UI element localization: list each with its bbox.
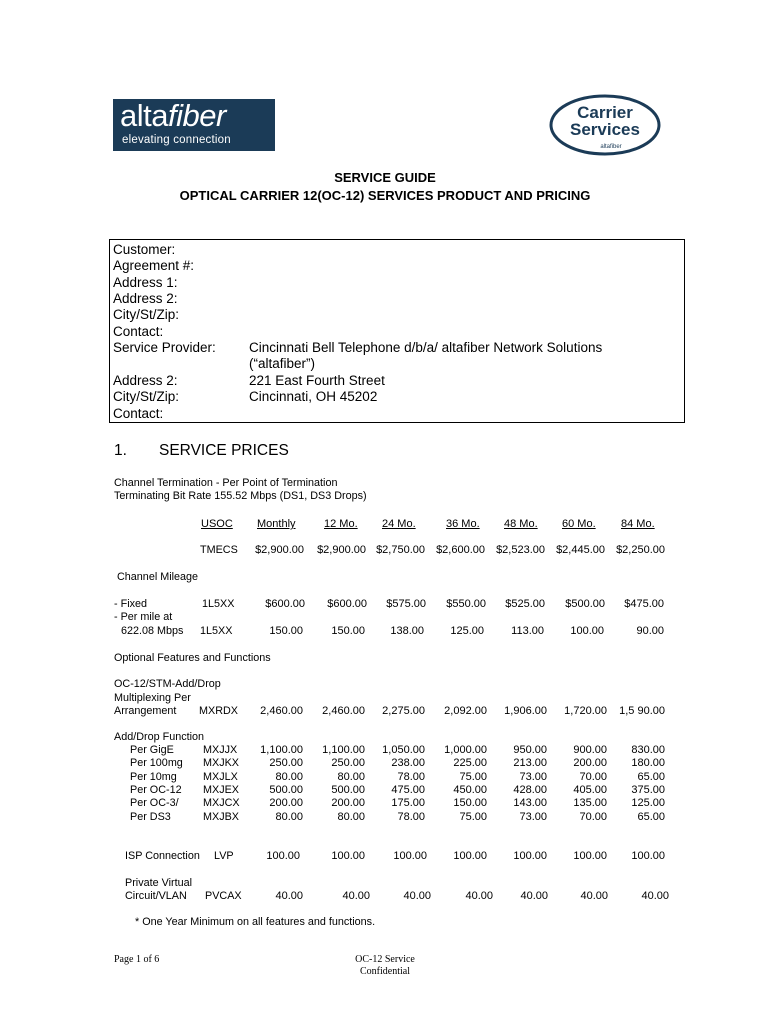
col-24mo: 24 Mo.	[382, 518, 416, 530]
permile-label1: - Per mile at	[114, 611, 173, 623]
cell: 75.00	[459, 770, 487, 783]
cell: 80.00	[275, 810, 303, 823]
cell: 2,092.00	[444, 705, 487, 717]
intro-line2: Terminating Bit Rate 155.52 Mbps (DS1, DS3 Drops)	[114, 490, 367, 502]
cell: 40.00	[342, 890, 370, 902]
title-line2: OPTICAL CARRIER 12(OC-12) SERVICES PRODUCT AND PRICING	[179, 188, 591, 203]
oc12-label3: Arrangement	[114, 705, 177, 717]
col-usoc: USOC	[201, 518, 233, 530]
provider-city: Cincinnati, OH 45202	[249, 389, 378, 404]
cell: $525.00	[505, 598, 545, 610]
adddrop-row-usoc: MXJBX	[203, 810, 239, 823]
cell: 830.00	[631, 744, 665, 756]
optional-features-label: Optional Features and Functions	[114, 652, 271, 664]
cell: 150.00	[331, 625, 365, 637]
cell: 78.00	[397, 810, 425, 823]
footer-line2: Confidential	[360, 966, 410, 977]
section-title: SERVICE PRICES	[159, 442, 289, 459]
section-number: 1.	[114, 442, 127, 459]
label-contact: Contact:	[113, 324, 164, 339]
col-60mo: 60 Mo.	[562, 518, 596, 530]
oc12-label2: Multiplexing Per	[114, 692, 191, 704]
cell: 475.00	[391, 783, 425, 796]
cell: 78.00	[397, 770, 425, 783]
adddrop-row-label: Per 10mg	[130, 770, 177, 783]
cell: 175.00	[391, 797, 425, 810]
cell: 405.00	[573, 783, 607, 796]
cell: 100.00	[573, 850, 607, 862]
adddrop-row-usoc: MXJCX	[203, 797, 240, 810]
cell: 428.00	[513, 783, 547, 796]
cell: 1,906.00	[504, 705, 547, 717]
provider-name-1: Cincinnati Bell Telephone d/b/a/ altafiber Network Solutions	[249, 340, 603, 355]
label-provider-contact: Contact:	[113, 406, 164, 421]
cell: 113.00	[511, 625, 544, 637]
cell: 75.00	[459, 810, 487, 823]
fixed-label: - Fixed	[114, 598, 147, 610]
cell: $2,445.00	[556, 544, 605, 556]
cell: 65.00	[637, 770, 665, 783]
cell: $550.00	[446, 598, 486, 610]
carrier-services-emblem	[549, 94, 661, 156]
label-customer: Customer:	[113, 242, 176, 257]
cell: $600.00	[265, 598, 305, 610]
cell: 250.00	[331, 757, 365, 770]
cell: 135.00	[573, 797, 607, 810]
cell: 100.00	[266, 850, 300, 862]
cell: 250.00	[269, 757, 303, 770]
col-12mo: 12 Mo.	[324, 518, 358, 530]
cell: 450.00	[453, 783, 487, 796]
cell: 213.00	[513, 757, 547, 770]
cell: 100.00	[393, 850, 427, 862]
permile-label2: 622.08 Mbps	[121, 625, 184, 637]
cell: $2,750.00	[376, 544, 425, 556]
logo-tagline: elevating connection	[122, 134, 231, 146]
cell: $500.00	[565, 598, 605, 610]
cell: 40.00	[465, 890, 493, 902]
cell: 70.00	[579, 810, 607, 823]
cell: 80.00	[337, 810, 365, 823]
cell: 238.00	[391, 757, 425, 770]
cell: $2,900.00	[317, 544, 366, 556]
cell: 2,460.00	[260, 705, 303, 717]
oc12-label1: OC-12/STM-Add/Drop	[114, 678, 221, 690]
usoc-oc12: MXRDX	[199, 705, 238, 717]
cell: 200.00	[331, 797, 365, 810]
usoc-tmecs: TMECS	[200, 544, 238, 556]
cell: $475.00	[624, 598, 664, 610]
adddrop-row-label: Per GigE	[130, 744, 174, 756]
cell: 125.00	[450, 625, 484, 637]
col-36mo: 36 Mo.	[446, 518, 480, 530]
adddrop-row-label: Per OC-12	[130, 783, 182, 796]
usoc-isp: LVP	[214, 850, 234, 862]
cell: 65.00	[637, 810, 665, 823]
cell: 1,050.00	[382, 744, 425, 756]
adddrop-row-usoc: MXJJX	[203, 744, 238, 756]
cell: 80.00	[275, 770, 303, 783]
altafiber-logo	[113, 99, 275, 151]
cell: 125.00	[631, 797, 665, 810]
cell: 40.00	[275, 890, 303, 902]
cell: 1,720.00	[564, 705, 607, 717]
page-number: Page 1 of 6	[114, 954, 160, 965]
cell: 900.00	[573, 744, 607, 756]
minimum-note: * One Year Minimum on all features and functions.	[135, 916, 376, 928]
col-monthly: Monthly	[257, 518, 296, 530]
label-agreement: Agreement #:	[113, 258, 195, 273]
cell: 950.00	[513, 744, 547, 756]
label-address1: Address 1:	[113, 275, 178, 290]
isp-label: ISP Connection	[125, 850, 200, 862]
cell: 200.00	[269, 797, 303, 810]
cell: $2,600.00	[436, 544, 485, 556]
channel-mileage-label: Channel Mileage	[117, 571, 199, 583]
intro-line1: Channel Termination - Per Point of Termination	[114, 477, 338, 489]
cell: 40.00	[641, 890, 669, 902]
customer-info-box	[109, 239, 685, 423]
cell: $2,250.00	[616, 544, 665, 556]
usoc-permile: 1L5XX	[200, 625, 233, 637]
adddrop-row-label: Per DS3	[130, 810, 171, 823]
logo-line2: Services	[570, 120, 640, 139]
col-48mo: 48 Mo.	[504, 518, 538, 530]
adddrop-row-usoc: MXJEX	[203, 783, 239, 796]
cell: 90.00	[636, 625, 664, 637]
cell: 1,000.00	[444, 744, 487, 756]
cell: 40.00	[580, 890, 608, 902]
cell: 138.00	[390, 625, 424, 637]
cell: $2,523.00	[496, 544, 545, 556]
cell: 150.00	[269, 625, 303, 637]
cell: 2,275.00	[382, 705, 425, 717]
cell: $575.00	[386, 598, 426, 610]
usoc-fixed: 1L5XX	[202, 598, 235, 610]
cell: 100.00	[513, 850, 547, 862]
label-provider-address2: Address 2:	[113, 373, 178, 388]
cell: 73.00	[519, 770, 547, 783]
provider-name-2: (“altafiber”)	[249, 356, 316, 371]
pvc-label2: Circuit/VLAN	[125, 890, 187, 902]
cell: 1,5 90.00	[619, 705, 665, 717]
logo-small: altafiber	[600, 144, 622, 150]
cell: 180.00	[631, 757, 665, 770]
cell: 73.00	[519, 810, 547, 823]
cell: $600.00	[327, 598, 367, 610]
cell: 143.00	[513, 797, 547, 810]
cell: 70.00	[579, 770, 607, 783]
logo-wordmark: altafiber	[120, 98, 226, 133]
cell: 150.00	[453, 797, 487, 810]
label-address2: Address 2:	[113, 291, 178, 306]
cell: 375.00	[631, 783, 665, 796]
cell: 40.00	[520, 890, 548, 902]
cell: 1,100.00	[260, 744, 303, 756]
cell: 100.00	[331, 850, 365, 862]
col-84mo: 84 Mo.	[621, 518, 655, 530]
logo-line1: Carrier	[577, 103, 633, 122]
adddrop-row-usoc: MXJKX	[203, 757, 239, 770]
label-provider-citystzip: City/St/Zip:	[113, 389, 180, 404]
label-service-provider: Service Provider:	[113, 340, 216, 355]
adddrop-row-label: Per 100mg	[130, 757, 183, 770]
label-citystzip: City/St/Zip:	[113, 307, 180, 322]
carrier-services-logo	[549, 94, 661, 156]
provider-street: 221 East Fourth Street	[249, 373, 385, 388]
cell: 500.00	[331, 783, 365, 796]
adddrop-row-label: Per OC-3/	[130, 797, 179, 810]
cell: 80.00	[337, 770, 365, 783]
cell: 200.00	[573, 757, 607, 770]
cell: 225.00	[453, 757, 487, 770]
cell: 1,100.00	[322, 744, 365, 756]
usoc-pvc: PVCAX	[205, 890, 242, 902]
cell: $2,900.00	[255, 544, 304, 556]
footer-line1: OC-12 Service	[355, 954, 415, 965]
cell: 500.00	[269, 783, 303, 796]
adddrop-row-usoc: MXJLX	[203, 770, 238, 783]
cell: 100.00	[453, 850, 487, 862]
cell: 100.00	[570, 625, 604, 637]
pvc-label1: Private Virtual	[125, 877, 193, 889]
cell: 100.00	[631, 850, 665, 862]
cell: 2,460.00	[322, 705, 365, 717]
cell: 40.00	[403, 890, 431, 902]
title-line1: SERVICE GUIDE	[334, 170, 436, 185]
adddrop-label: Add/Drop Function	[114, 731, 205, 743]
